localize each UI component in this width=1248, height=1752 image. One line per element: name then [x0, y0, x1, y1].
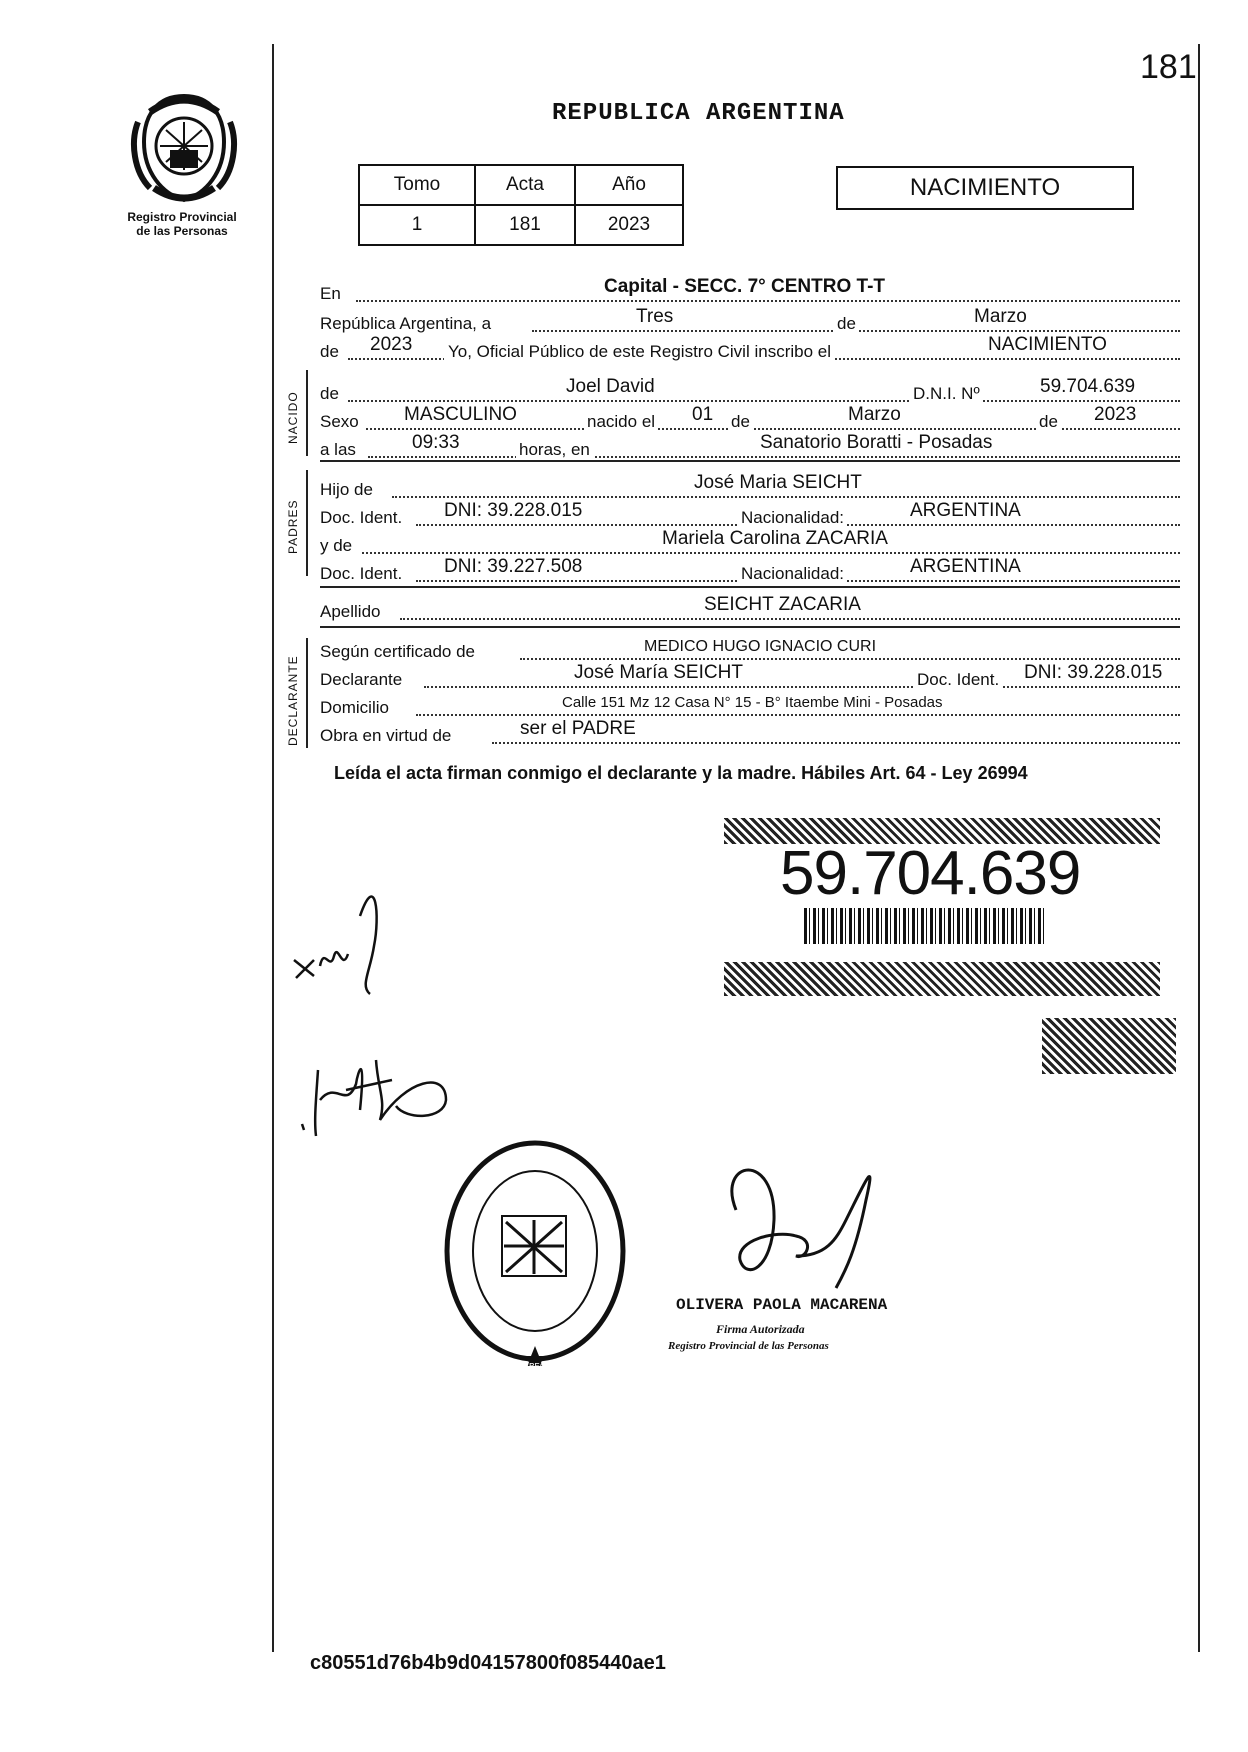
month: Marzo [974, 306, 1027, 327]
tomo-header: Tomo [359, 165, 475, 205]
row-declarant [320, 662, 1180, 692]
yde-label: y de [320, 536, 353, 555]
day-words: Tres [636, 306, 674, 327]
document-type-box: NACIMIENTO [836, 166, 1134, 210]
horas-label: horas, en [516, 440, 593, 460]
row-address [320, 694, 1180, 720]
country-title: REPUBLICA ARGENTINA [552, 100, 845, 127]
certificate-value: MEDICO HUGO IGNACIO CURI [644, 638, 877, 655]
father-nationality: ARGENTINA [910, 500, 1021, 521]
mother-nationality: ARGENTINA [910, 556, 1021, 577]
apellido-label: Apellido [320, 602, 381, 621]
sexo-value: MASCULINO [404, 404, 517, 425]
row-oficial [320, 334, 1180, 364]
acta-value: 181 [475, 205, 575, 245]
birth-place: Sanatorio Boratti - Posadas [760, 432, 993, 453]
row-nacido-name [320, 376, 1180, 406]
oficial-text: Yo, Oficial Público de este Registro Civil inscribo el [444, 342, 835, 362]
row-mother-doc [320, 556, 1180, 586]
row-time-place [320, 432, 1180, 462]
mother-nationality-label: Nacionalidad: [738, 564, 847, 584]
row-obra [320, 718, 1180, 748]
officer-signature [696, 1160, 886, 1300]
apellido-value: SEICHT ZACARIA [704, 594, 861, 615]
nacido-el-label: nacido el [584, 412, 658, 432]
en-label: En [320, 284, 341, 303]
row-father-doc [320, 500, 1180, 530]
agency-caption-line1: Registro Provincial [127, 210, 237, 224]
mother-name: Mariela Carolina ZACARIA [662, 528, 888, 549]
officer-role: Firma Autorizada [716, 1322, 805, 1336]
seal-outer-text: DELEGACION DEL REGISTRO PROVINCIAL DE LAS PERSONAS [448, 1362, 719, 1372]
year-prefix: de [320, 342, 339, 361]
padres-bracket [306, 470, 318, 576]
declarant-doc: DNI: 39.228.015 [1024, 662, 1163, 683]
birth-time: 09:33 [412, 432, 460, 453]
page-number: 181 [1140, 48, 1197, 86]
row-sexo [320, 404, 1180, 434]
mother-doc-label: Doc. Ident. [320, 564, 403, 583]
padres-underline [320, 586, 1180, 588]
province-logo [130, 92, 238, 204]
father-doc-label: Doc. Ident. [320, 508, 403, 527]
child-name: Joel David [566, 376, 655, 397]
declarant-doc-label: Doc. Ident. [914, 670, 1002, 690]
document-hash: c80551d76b4b9d04157800f085440ae1 [310, 1652, 666, 1674]
de-label: de [834, 314, 859, 334]
stamp-dni-number: 59.704.639 [780, 839, 1081, 908]
sexo-label: Sexo [320, 412, 359, 431]
right-margin-line [1198, 44, 1200, 1652]
cert-label: Según certificado de [320, 642, 475, 661]
father-doc: DNI: 39.228.015 [444, 500, 583, 521]
child-dni: 59.704.639 [1040, 376, 1136, 397]
act-type: NACIMIENTO [988, 334, 1107, 355]
row-en [320, 276, 1180, 306]
alas-label: a las [320, 440, 356, 459]
agency-caption [112, 210, 252, 238]
row-certificate [320, 638, 1180, 664]
obra-value: ser el PADRE [520, 718, 636, 739]
row-apellido [320, 594, 1180, 624]
declarant-name: José María SEICHT [574, 662, 743, 683]
stamp-band-bottom [724, 962, 1160, 996]
officer-org: Registro Provincial de las Personas [668, 1340, 829, 1352]
birth-day: 01 [692, 404, 714, 425]
declarante-bracket [306, 638, 318, 748]
left-margin-line [272, 44, 274, 1652]
stamp-barcode [804, 908, 1044, 944]
domicilio-label: Domicilio [320, 698, 389, 717]
mother-doc: DNI: 39.227.508 [444, 556, 583, 577]
ano-value: 2023 [575, 205, 683, 245]
security-stamp-small [1042, 1018, 1176, 1074]
row-republica [320, 306, 1180, 336]
padres-section-label: PADRES [286, 499, 300, 554]
en-value: Capital - SECC. 7° CENTRO T-T [604, 276, 886, 297]
dni-label: D.N.I. Nº [910, 384, 983, 404]
tomo-value: 1 [359, 205, 475, 245]
registry-table [358, 164, 684, 246]
year: 2023 [370, 334, 413, 355]
address-value: Calle 151 Mz 12 Casa N° 15 - B° Itaembe Mini - Posadas [562, 694, 943, 711]
birth-year: 2023 [1094, 404, 1137, 425]
birth-de-label: de [728, 412, 753, 432]
hijo-label: Hijo de [320, 480, 373, 499]
birth-de-label-2: de [1036, 412, 1061, 432]
acta-header: Acta [475, 165, 575, 205]
nacido-bracket [306, 370, 318, 456]
mother-signature [296, 1040, 456, 1140]
republica-label: República Argentina, a [320, 314, 492, 333]
nacido-underline [320, 460, 1180, 462]
officer-name: OLIVERA PAOLA MACARENA [676, 1296, 888, 1314]
seal-inner-text: Sección 7ma. - Posadas [468, 1374, 587, 1384]
declarant-signature [290, 876, 410, 996]
nacido-section-label: NACIDO [286, 391, 300, 444]
declarante-label: Declarante [320, 670, 403, 689]
row-mother [320, 528, 1180, 558]
row-father [320, 472, 1180, 502]
ano-header: Año [575, 165, 683, 205]
declarante-section-label: DECLARANTE [286, 655, 300, 746]
father-name: José Maria SEICHT [694, 472, 862, 493]
obra-label: Obra en virtud de [320, 726, 452, 745]
birth-month: Marzo [848, 404, 901, 425]
closing-text: Leída el acta firman conmigo el declarante y la madre. Hábiles Art. 64 - Ley 26994 [334, 763, 1028, 783]
father-nationality-label: Nacionalidad: [738, 508, 847, 528]
apellido-underline [320, 626, 1180, 628]
de-name-label: de [320, 384, 339, 403]
agency-caption-line2: de las Personas [136, 224, 228, 238]
official-seal [440, 1136, 630, 1366]
